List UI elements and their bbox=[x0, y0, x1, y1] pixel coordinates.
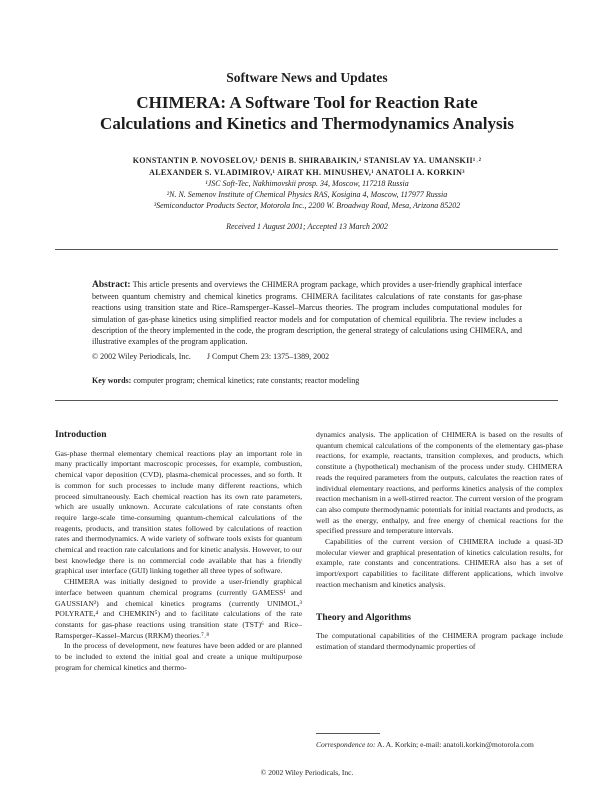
paper-title-line-2: Calculations and Kinetics and Thermodynamics Analysis bbox=[100, 114, 514, 133]
footnote-divider bbox=[316, 733, 380, 734]
received-accepted-dates: Received 1 August 2001; Accepted 13 March 2002 bbox=[226, 222, 388, 231]
abstract bbox=[92, 279, 522, 347]
abstract-text: This article presents and overviews the CHIMERA program package, which provides a user-friendly graphical interface between quantum chemistry and chemical kinetics programs. CHIMERA facilitates calculations of rate constants for gas-phase reactions using transition state and Rice–Ramsperger–Kassel–Marcus theories. The program includes computational modules for simulation of gas-phase kinetics using simplified reactor models and for computation of chemical equilibria. The review includes a description of the theory implemented in the code, the program description, the general strategy of calculations using CHIMERA, and illustrative examples of the program application. bbox=[92, 280, 522, 347]
paper-title-line-1: CHIMERA: A Software Tool for Reaction Rate bbox=[136, 93, 478, 112]
right-paragraph-2: Capabilities of the current version of CHIMERA include a quasi-3D molecular viewer and graphical presentation of kinetics calculation results, for example, rate constants and concentrations. CHIMERA also has a set of import/export capabilities to facilitate different applications, which involve reaction mechanism and kinetics analysis. bbox=[316, 537, 563, 589]
intro-paragraph-2: CHIMERA was initially designed to provide a user-friendly graphical interface between quantum chemical programs (currently GAMESS¹ and GAUSSIAN²) and chemical kinetics programs (currently UNIMOL,³ POLYRATE,⁴ and CHEMKIN⁵) and to facilitate calculations of the rate constants for gas-phase reactions using transition state (TST)⁶ and Rice–Ramsperger–Kassel–Marcus (RRKM) theories.⁷˒⁸ bbox=[55, 577, 302, 640]
copyright-journal-line bbox=[92, 352, 329, 361]
correspondence-footnote bbox=[316, 740, 576, 749]
intro-paragraph-3: In the process of development, new features have been added or are planned to be included to extend the initial goal and create a unique multipurpose program for chemical kinetics and thermo- bbox=[55, 641, 302, 672]
footnote-text: A. A. Korkin; e-mail: anatoli.korkin@motorola.com bbox=[376, 740, 534, 749]
right-column bbox=[316, 430, 563, 653]
theory-heading: Theory and Algorithms bbox=[316, 612, 412, 623]
section-label: Software News and Updates bbox=[226, 70, 388, 85]
affiliation-2: ²N. N. Semenov Institute of Chemical Physics RAS, Kosigina 4, Moscow, 117977 Russia bbox=[166, 190, 448, 199]
footnote-label: Correspondence to: bbox=[316, 740, 376, 749]
affiliation-1: ¹JSC Soft-Tec, Nakhimovskii prosp. 34, Moscow, 117218 Russia bbox=[205, 179, 409, 188]
intro-paragraph-1: Gas-phase thermal elementary chemical reactions play an important role in many practically important macroscopic processes, for example, combustion, chemical vapor deposition (CVD), plasma-chemical processes, and so forth. It is common for such processes to include many different reactions, which proceed simultaneously. Each chemical reaction has its own rate parameters, which are usually unknown. Accurate calculations of rate constants often require large-scale time-consuming quantum-chemical calculations of the reagents, products, and transition states followed by calculations of reaction rates and thermodynamics. A wide variety of software tools exists for quantum chemical and reaction rate calculations and for kinetic analysis. However, to our best knowledge there is no commercial code available that has a friendly graphical user interface (GUI) linking together all three types of software. bbox=[55, 448, 302, 576]
copyright-line: © 2002 Wiley Periodicals, Inc. bbox=[92, 352, 191, 361]
abstract-label: Abstract: bbox=[92, 280, 131, 290]
keywords-label: Key words: bbox=[92, 376, 132, 385]
theory-paragraph-1: The computational capabilities of the CHIMERA program package include estimation of standard thermodynamic properties of bbox=[316, 631, 563, 651]
keywords-text: computer program; chemical kinetics; rate constants; reactor modeling bbox=[133, 376, 360, 385]
authors-line-1: KONSTANTIN P. NOVOSELOV,¹ DENIS B. SHIRABAIKIN,¹ STANISLAV YA. UMANSKII¹˒² bbox=[132, 156, 482, 165]
journal-reference: J Comput Chem 23: 1375–1389, 2002 bbox=[206, 352, 330, 361]
page-footer: © 2002 Wiley Periodicals, Inc. bbox=[260, 768, 354, 777]
left-column bbox=[55, 430, 302, 673]
introduction-heading: Introduction bbox=[55, 430, 107, 440]
header-divider bbox=[55, 249, 558, 250]
abstract-divider bbox=[55, 400, 558, 401]
right-paragraph-1: dynamics analysis. The application of CHIMERA is based on the results of quantum chemical calculations of the components of the elementary gas-phase reactions, for example, reactants, transition complexes, and products, which constitute a (hypothetical) mechanism of the process under study. CHIMERA reads the required parameters from the outputs, calculates the reaction rates of individual elementary reactions, and performs kinetics analysis of the complex reaction mechanism in a well-stirred reactor. The current version of the program can also compute thermodynamic potentials for initial reactants and products, as well as the energy, enthalpy, and free energy of chemical reactions for the specified pressure and temperature intervals. bbox=[316, 430, 563, 536]
authors-line-2: ALEXANDER S. VLADIMIROV,¹ AIRAT KH. MINUSHEV,¹ ANATOLI A. KORKIN³ bbox=[149, 168, 465, 177]
affiliation-3: ³Semiconductor Products Sector, Motorola Inc., 2200 W. Broadway Road, Mesa, Arizona 85202 bbox=[153, 201, 461, 210]
keywords bbox=[92, 376, 359, 385]
